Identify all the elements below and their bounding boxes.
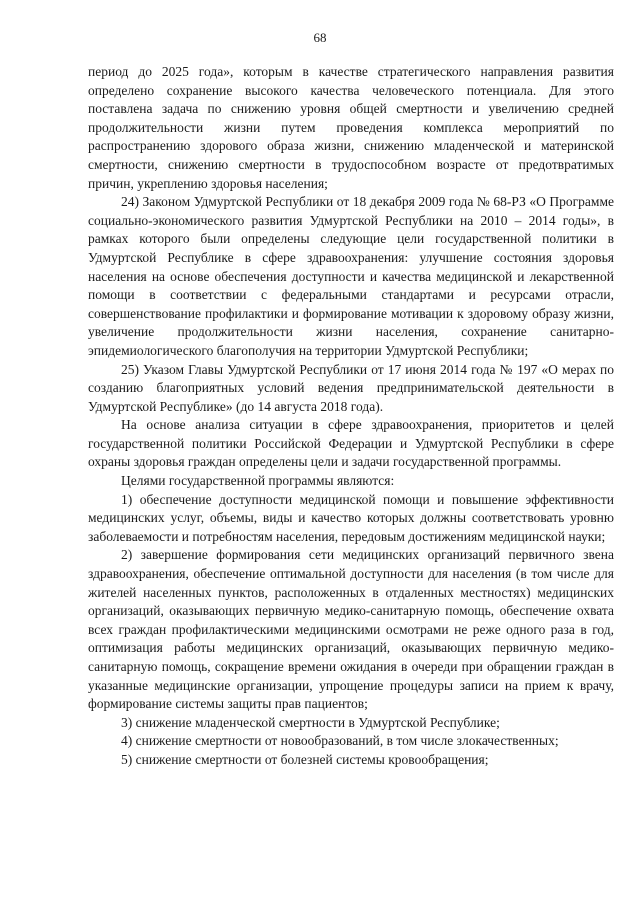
paragraph-goal-5: 5) снижение смертности от болезней системы кровообращения;	[121, 751, 489, 767]
paragraph-goal-2: 2) завершение формирования сети медицинских организаций первичного звена здравоохранения, обеспечение оптимальной доступности для населения (в том числе для жителей населенных пунктов, расположенных в отдаленных местностях) медицинских организаций, оказывающих первичную медико-санитарную помощь, обеспечение охвата всех граждан профилактическими медицинскими осмотрами не реже одного раза в год, оптимизация работы медицинских организаций, оказывающих первичную медико-санитарную помощь, сокращение времени ожидания в очереди при обращении граждан в указанные медицинские организации, упрощение процедуры записи на прием к врачу, формирование системы защиты прав пациентов;	[88, 547, 614, 712]
page-number: 68	[313, 30, 327, 45]
paragraph-item-25: 25) Указом Главы Удмуртской Республики от 17 июня 2014 года № 197 «О мерах по созданию благоприятных условий ведения предпринимательской деятельности в Удмуртской Республике» (до 14 августа 2018 года).	[88, 361, 614, 414]
paragraph-goal-1: 1) обеспечение доступности медицинской помощи и повышение эффективности медицинских услуг, объемы, виды и качество которых должны соответствовать уровню заболеваемости и потребностям населения, передовым достижениям медицинской науки;	[88, 491, 614, 544]
paragraph-analysis: На основе анализа ситуации в сфере здравоохранения, приоритетов и целей государственной политики Российской Федерации и Удмуртской Республики в сфере охраны здоровья граждан определены цели и задачи государственной программы.	[88, 417, 614, 470]
paragraph-intro-continuation: период до 2025 года», которым в качестве стратегического направления развития определено сохранение высокого качества человеческого потенциала. Для этого поставлена задача по снижению уровня общей смертности и увеличению средней продолжительности жизни путем проведения комплекса мероприятий по распространению здорового образа жизни, снижению младенческой и материнской смертности, снижению смертности в трудоспособном возрасте от предотвратимых причин, укреплению здоровья населения;	[88, 64, 614, 191]
paragraph-goal-4: 4) снижение смертности от новообразований, в том числе злокачественных;	[121, 733, 559, 749]
paragraph-item-24: 24) Законом Удмуртской Республики от 18 декабря 2009 года № 68-РЗ «О Программе социально-экономического развития Удмуртской Республики на 2010 – 2014 годы», в рамках которого были определены следующие цели государственной политики в Удмуртской Республике в сфере здравоохранения: улучшение состояния здоровья населения на основе обеспечения доступности и качества медицинской и лекарственной помощи в соответствии с федеральными стандартами и ресурсами отрасли, совершенствование профилактики и формирование мотивации к здоровому образу жизни, увеличение продолжительности жизни населения, сохранение санитарно-эпидемиологического благополучия на территории Удмуртской Республики;	[88, 194, 614, 358]
document-body	[88, 63, 614, 770]
paragraph-goal-3: 3) снижение младенческой смертности в Удмуртской Республике;	[121, 714, 500, 730]
paragraph-goals-heading: Целями государственной программы являются:	[121, 473, 395, 489]
